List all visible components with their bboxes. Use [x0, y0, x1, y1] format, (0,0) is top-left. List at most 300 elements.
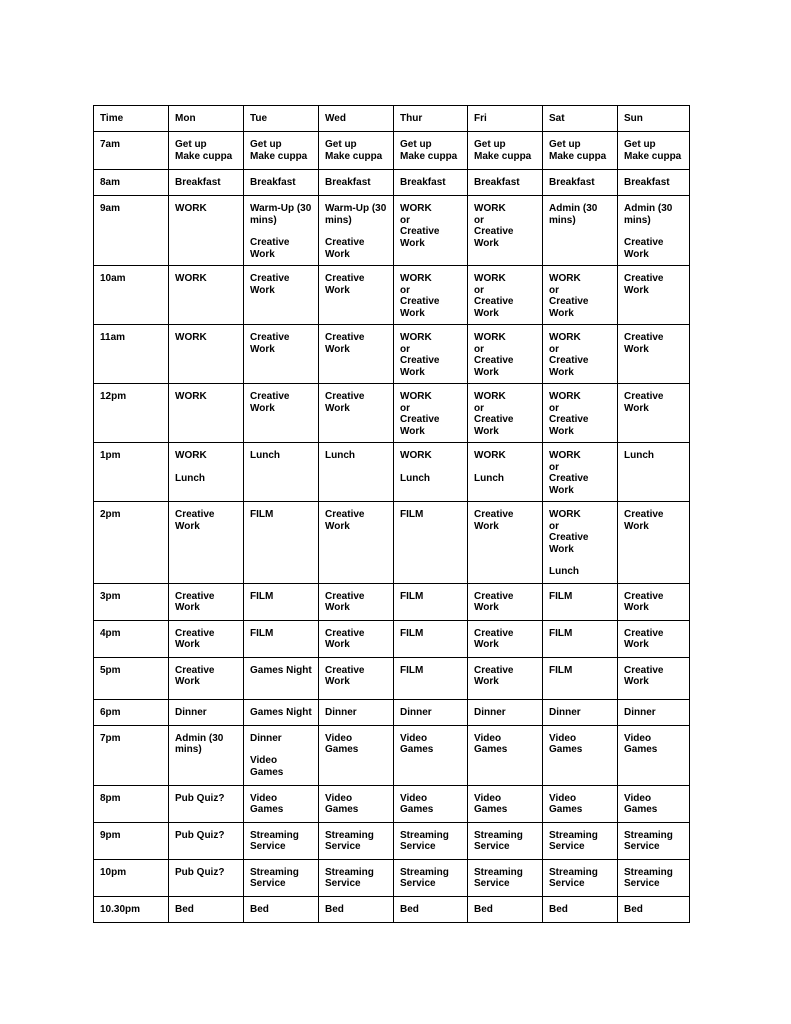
schedule-cell: [394, 896, 468, 922]
schedule-cell: [394, 725, 468, 785]
schedule-cell: [543, 325, 618, 384]
cell-text-line: Games: [474, 804, 508, 815]
cell-text-line: or: [474, 214, 484, 226]
cell-text-line: Dinner: [250, 732, 282, 744]
table-row: [94, 196, 690, 266]
schedule-cell: [394, 657, 468, 699]
cell-text-line: Games Night: [250, 664, 312, 676]
schedule-cell: [543, 132, 618, 170]
schedule-cell: [244, 822, 319, 859]
cell-text-line: Dinner: [325, 706, 357, 718]
schedule-cell: [319, 583, 394, 620]
cell-text-line: Creative: [175, 664, 215, 676]
cell-text-line: mins): [624, 214, 651, 226]
cell-text-line: WORK: [400, 450, 432, 461]
time-label: 12pm: [100, 391, 127, 402]
cell-text-line: Lunch: [325, 450, 355, 461]
schedule-cell: [618, 785, 690, 822]
cell-text-line: Games: [549, 804, 583, 815]
cell-text-line: WORK: [400, 273, 432, 284]
schedule-cell: [169, 196, 244, 266]
cell-text-line: FILM: [250, 509, 274, 520]
cell-text-line: Work: [549, 307, 574, 319]
schedule-cell: [543, 443, 618, 502]
schedule-cell: [618, 325, 690, 384]
schedule-cell: [468, 443, 543, 502]
time-label: 10pm: [100, 866, 127, 878]
time-label: 8pm: [100, 792, 121, 804]
cell-text-line: Pub Quiz?: [175, 866, 225, 878]
cell-text-line: Work: [325, 284, 350, 296]
time-cell: [94, 266, 169, 325]
cell-text-line: Lunch: [175, 472, 205, 484]
schedule-cell: [468, 785, 543, 822]
schedule-cell: [394, 132, 468, 170]
cell-text-line: or: [549, 520, 559, 532]
schedule-cell: [468, 859, 543, 896]
schedule-cell: [244, 725, 319, 785]
header-label: Wed: [325, 113, 346, 124]
table-row: [94, 725, 690, 785]
cell-text-line: Dinner: [624, 706, 656, 718]
cell-text-line: Make cuppa: [250, 150, 308, 162]
cell-text-line: Get up: [175, 139, 207, 150]
cell-text-line: or: [474, 284, 484, 296]
cell-text-line: Streaming: [474, 829, 523, 841]
cell-text-line: or: [400, 284, 410, 296]
schedule-cell: [394, 583, 468, 620]
time-cell: [94, 384, 169, 443]
schedule-cell: [169, 699, 244, 725]
table-row: [94, 859, 690, 896]
cell-text-line: Streaming: [624, 866, 673, 878]
cell-text-line: Creative: [250, 332, 290, 343]
table-row: [94, 443, 690, 502]
schedule-cell: [468, 822, 543, 859]
cell-text-line: Games: [624, 744, 658, 755]
cell-text-line: Streaming: [549, 829, 598, 841]
schedule-cell: [394, 196, 468, 266]
cell-text-line: Work: [474, 520, 499, 532]
cell-text-line: Breakfast: [474, 177, 520, 188]
schedule-cell: [618, 132, 690, 170]
cell-text-line: Work: [400, 307, 425, 319]
schedule-cell: [244, 583, 319, 620]
cell-text-line: Creative: [549, 532, 589, 543]
time-label: 10.30pm: [100, 903, 141, 915]
schedule-cell: [169, 657, 244, 699]
time-label: 8am: [100, 177, 121, 188]
cell-text-line: Video: [549, 732, 577, 744]
schedule-cell: [394, 325, 468, 384]
cell-text-line: Work: [549, 484, 574, 496]
cell-text-line: Service: [325, 841, 361, 852]
cell-text-line: Work: [474, 366, 499, 378]
header-row: [94, 106, 690, 132]
cell-text-line: Creative: [624, 627, 664, 639]
cell-text-line: Creative: [400, 414, 440, 425]
time-cell: [94, 196, 169, 266]
schedule-cell: [394, 822, 468, 859]
schedule-cell: [169, 785, 244, 822]
schedule-cell: [468, 502, 543, 584]
schedule-cell: [543, 822, 618, 859]
schedule-cell: [618, 502, 690, 584]
schedule-cell: [543, 699, 618, 725]
cell-text-line: Breakfast: [325, 177, 371, 188]
cell-text-line: Games: [325, 744, 359, 755]
cell-text-line: Work: [624, 248, 649, 260]
cell-text-line: Creative: [175, 509, 215, 520]
cell-text-line: Creative: [175, 627, 215, 639]
cell-text-line: or: [400, 343, 410, 355]
schedule-cell: [319, 725, 394, 785]
cell-text-line: Admin (30: [549, 203, 598, 214]
cell-text-line: or: [474, 343, 484, 355]
cell-text-line: Creative: [474, 664, 514, 676]
schedule-cell: [244, 443, 319, 502]
cell-text-line: Get up: [250, 139, 282, 150]
cell-text-line: Bed: [175, 903, 194, 915]
paragraph-gap: [474, 462, 537, 473]
cell-text-line: or: [549, 461, 559, 473]
cell-text-line: Get up: [325, 139, 357, 150]
schedule-cell: [618, 170, 690, 196]
header-cell-time: [94, 106, 169, 132]
table-row: [94, 896, 690, 922]
cell-text-line: Service: [549, 878, 585, 889]
schedule-cell: [244, 699, 319, 725]
table-row: [94, 699, 690, 725]
cell-text-line: Creative: [474, 296, 514, 307]
time-label: 9am: [100, 203, 121, 214]
cell-text-line: WORK: [175, 273, 207, 284]
cell-text-line: or: [549, 284, 559, 296]
table-row: [94, 384, 690, 443]
cell-text-line: Service: [250, 841, 286, 852]
schedule-cell: [618, 266, 690, 325]
cell-text-line: Work: [325, 602, 350, 613]
schedule-cell: [543, 785, 618, 822]
cell-text-line: Video: [325, 792, 353, 804]
cell-text-line: Streaming: [549, 866, 598, 878]
schedule-cell: [319, 266, 394, 325]
cell-text-line: FILM: [400, 509, 424, 520]
time-label: 1pm: [100, 450, 121, 461]
paragraph-gap: [250, 744, 313, 755]
cell-text-line: WORK: [175, 332, 207, 343]
cell-text-line: Dinner: [400, 706, 432, 718]
schedule-cell: [319, 384, 394, 443]
cell-text-line: Work: [400, 425, 425, 437]
schedule-body: [94, 106, 690, 923]
schedule-cell: [319, 896, 394, 922]
cell-text-line: Breakfast: [624, 177, 670, 188]
cell-text-line: Work: [549, 425, 574, 437]
cell-text-line: Work: [250, 402, 275, 414]
cell-text-line: WORK: [474, 391, 506, 402]
cell-text-line: Warm-Up (30: [325, 203, 387, 214]
schedule-cell: [394, 443, 468, 502]
cell-text-line: Make cuppa: [474, 150, 532, 162]
cell-text-line: Streaming: [250, 866, 299, 878]
cell-text-line: Work: [474, 639, 499, 650]
paragraph-gap: [549, 555, 612, 566]
time-cell: [94, 170, 169, 196]
cell-text-line: Creative: [250, 237, 290, 248]
cell-text-line: Make cuppa: [325, 150, 383, 162]
cell-text-line: FILM: [400, 627, 424, 639]
cell-text-line: FILM: [250, 590, 274, 602]
schedule-cell: [169, 725, 244, 785]
schedule-cell: [468, 266, 543, 325]
time-label: 6pm: [100, 706, 121, 718]
cell-text-line: Creative: [624, 237, 664, 248]
schedule-cell: [394, 266, 468, 325]
time-label: 11am: [100, 332, 126, 343]
schedule-cell: [169, 266, 244, 325]
time-cell: [94, 583, 169, 620]
table-row: [94, 620, 690, 657]
time-cell: [94, 785, 169, 822]
schedule-cell: [468, 583, 543, 620]
time-label: 4pm: [100, 627, 121, 639]
schedule-cell: [618, 583, 690, 620]
cell-text-line: Work: [175, 639, 200, 650]
time-label: 2pm: [100, 509, 121, 520]
schedule-cell: [543, 170, 618, 196]
schedule-cell: [543, 502, 618, 584]
schedule-cell: [319, 699, 394, 725]
cell-text-line: Games: [624, 804, 658, 815]
time-cell: [94, 620, 169, 657]
schedule-cell: [394, 785, 468, 822]
time-cell: [94, 502, 169, 584]
table-row: [94, 583, 690, 620]
schedule-cell: [319, 325, 394, 384]
schedule-cell: [618, 657, 690, 699]
cell-text-line: WORK: [400, 203, 432, 214]
time-label: 7pm: [100, 732, 121, 744]
schedule-cell: [244, 502, 319, 584]
schedule-cell: [618, 196, 690, 266]
cell-text-line: Video: [325, 732, 353, 744]
schedule-cell: [543, 657, 618, 699]
schedule-cell: [169, 896, 244, 922]
cell-text-line: Service: [549, 841, 585, 852]
schedule-cell: [618, 896, 690, 922]
cell-text-line: Video: [250, 792, 278, 804]
time-cell: [94, 822, 169, 859]
cell-text-line: WORK: [549, 509, 581, 520]
cell-text-line: Creative: [474, 414, 514, 425]
cell-text-line: WORK: [549, 332, 581, 343]
schedule-cell: [319, 132, 394, 170]
cell-text-line: WORK: [549, 391, 581, 402]
schedule-cell: [618, 443, 690, 502]
cell-text-line: Creative: [325, 273, 365, 284]
cell-text-line: Creative: [624, 509, 664, 520]
cell-text-line: Streaming: [474, 866, 523, 878]
cell-text-line: Work: [175, 676, 200, 687]
cell-text-line: FILM: [549, 664, 573, 676]
cell-text-line: Creative: [549, 355, 589, 366]
time-label: 10am: [100, 273, 126, 284]
cell-text-line: Work: [624, 402, 649, 414]
schedule-cell: [169, 384, 244, 443]
cell-text-line: Creative: [474, 590, 514, 602]
schedule-cell: [394, 699, 468, 725]
header-label: Mon: [175, 113, 196, 124]
cell-text-line: Bed: [325, 903, 344, 915]
schedule-cell: [543, 196, 618, 266]
cell-text-line: WORK: [175, 203, 207, 214]
cell-text-line: Creative: [250, 391, 290, 402]
schedule-cell: [618, 699, 690, 725]
cell-text-line: Work: [175, 520, 200, 532]
cell-text-line: Bed: [400, 903, 419, 915]
time-cell: [94, 859, 169, 896]
cell-text-line: Work: [474, 237, 499, 249]
time-label: 5pm: [100, 664, 121, 676]
cell-text-line: Creative: [624, 664, 664, 676]
cell-text-line: Creative: [474, 627, 514, 639]
cell-text-line: Lunch: [474, 472, 504, 484]
cell-text-line: Streaming: [624, 829, 673, 841]
cell-text-line: Work: [250, 284, 275, 296]
cell-text-line: Bed: [474, 903, 493, 915]
schedule-cell: [468, 657, 543, 699]
cell-text-line: Creative: [325, 664, 365, 676]
paragraph-gap: [400, 462, 462, 473]
paragraph-gap: [325, 226, 388, 237]
table-row: [94, 785, 690, 822]
cell-text-line: Service: [624, 878, 660, 889]
schedule-cell: [319, 657, 394, 699]
cell-text-line: Creative: [400, 355, 440, 366]
cell-text-line: Lunch: [549, 566, 579, 577]
cell-text-line: Breakfast: [250, 177, 296, 188]
cell-text-line: Creative: [624, 391, 664, 402]
schedule-cell: [319, 859, 394, 896]
cell-text-line: Dinner: [474, 706, 506, 718]
cell-text-line: Creative: [175, 590, 215, 602]
schedule-cell: [244, 896, 319, 922]
cell-text-line: WORK: [400, 332, 432, 343]
cell-text-line: Games: [250, 804, 284, 815]
paragraph-gap: [624, 226, 684, 237]
schedule-cell: [468, 325, 543, 384]
cell-text-line: Creative: [474, 355, 514, 366]
schedule-cell: [618, 384, 690, 443]
header-cell-thur: [394, 106, 468, 132]
cell-text-line: Video: [400, 792, 428, 804]
schedule-cell: [618, 822, 690, 859]
schedule-cell: [169, 170, 244, 196]
cell-text-line: Games Night: [250, 706, 312, 718]
schedule-cell: [319, 502, 394, 584]
schedule-cell: [468, 725, 543, 785]
cell-text-line: FILM: [400, 590, 424, 602]
cell-text-line: Breakfast: [175, 177, 221, 188]
schedule-cell: [169, 620, 244, 657]
cell-text-line: Breakfast: [400, 177, 446, 188]
header-cell-wed: [319, 106, 394, 132]
cell-text-line: Make cuppa: [400, 150, 458, 162]
cell-text-line: Work: [325, 639, 350, 650]
schedule-cell: [244, 384, 319, 443]
time-cell: [94, 443, 169, 502]
schedule-cell: [394, 170, 468, 196]
schedule-cell: [244, 266, 319, 325]
schedule-cell: [394, 502, 468, 584]
cell-text-line: Streaming: [325, 829, 374, 841]
cell-text-line: Creative: [474, 226, 514, 237]
schedule-cell: [169, 822, 244, 859]
cell-text-line: Make cuppa: [624, 150, 682, 162]
cell-text-line: Work: [325, 343, 350, 355]
cell-text-line: Creative: [400, 296, 440, 307]
cell-text-line: Creative: [325, 391, 365, 402]
cell-text-line: Admin (30: [624, 203, 673, 214]
cell-text-line: WORK: [474, 332, 506, 343]
cell-text-line: WORK: [400, 391, 432, 402]
cell-text-line: Bed: [624, 903, 643, 915]
schedule-cell: [394, 859, 468, 896]
cell-text-line: FILM: [400, 664, 424, 676]
table-row: [94, 170, 690, 196]
cell-text-line: Service: [325, 878, 361, 889]
cell-text-line: Work: [400, 237, 425, 249]
cell-text-line: Video: [624, 792, 652, 804]
schedule-cell: [244, 859, 319, 896]
time-cell: [94, 325, 169, 384]
cell-text-line: Video: [400, 732, 428, 744]
paragraph-gap: [175, 462, 238, 473]
table-row: [94, 132, 690, 170]
schedule-cell: [543, 583, 618, 620]
cell-text-line: WORK: [474, 450, 506, 461]
cell-text-line: WORK: [474, 273, 506, 284]
cell-text-line: Work: [624, 284, 649, 296]
time-cell: [94, 657, 169, 699]
table-row: [94, 325, 690, 384]
cell-text-line: Creative: [325, 332, 365, 343]
cell-text-line: Video: [250, 755, 278, 766]
cell-text-line: Work: [549, 366, 574, 378]
cell-text-line: Streaming: [400, 866, 449, 878]
schedule-cell: [319, 196, 394, 266]
cell-text-line: WORK: [549, 273, 581, 284]
cell-text-line: Work: [624, 602, 649, 613]
weekly-schedule-table: [93, 105, 690, 923]
schedule-cell: [543, 859, 618, 896]
schedule-cell: [394, 620, 468, 657]
cell-text-line: or: [549, 343, 559, 355]
cell-text-line: Work: [250, 343, 275, 355]
cell-text-line: Service: [400, 841, 436, 852]
schedule-cell: [169, 325, 244, 384]
time-cell: [94, 725, 169, 785]
table-row: [94, 502, 690, 584]
cell-text-line: Work: [250, 248, 275, 260]
cell-text-line: Work: [474, 676, 499, 687]
cell-text-line: Creative: [549, 473, 589, 484]
time-cell: [94, 699, 169, 725]
schedule-cell: [244, 657, 319, 699]
cell-text-line: Streaming: [400, 829, 449, 841]
schedule-cell: [319, 822, 394, 859]
